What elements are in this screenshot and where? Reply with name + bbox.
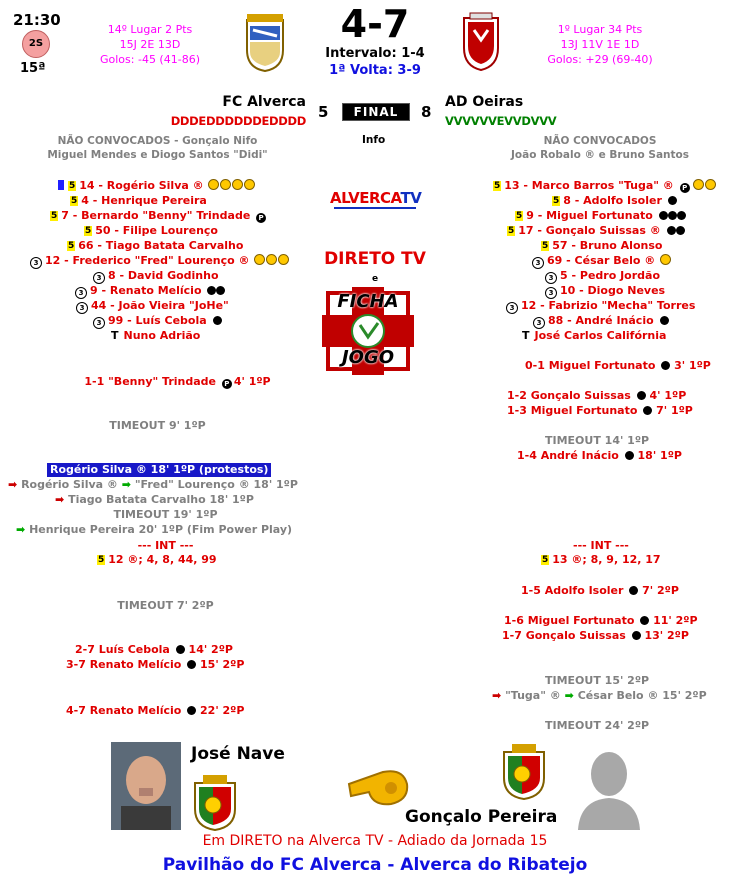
player-name: 8 - David Godinho bbox=[108, 269, 219, 282]
home-goal-event bbox=[0, 375, 365, 389]
sub-in-player: Henrique Pereira 20' 1ºP (Fim Power Play) bbox=[29, 523, 293, 536]
goal-ball-icon bbox=[207, 286, 216, 295]
yellow-card-icon bbox=[705, 179, 716, 190]
away-form: VVVVVVEVVDVVV bbox=[445, 114, 557, 128]
player-name: 99 - Luís Cebola bbox=[108, 314, 207, 327]
player-name: 13 - Marco Barros "Tuga" ® bbox=[504, 179, 674, 192]
player-name: 9 - Miguel Fortunato bbox=[526, 209, 653, 222]
sub-in-icon: ➡ bbox=[121, 478, 131, 491]
away-timeout-event: TIMEOUT 14' 1ºP bbox=[545, 434, 650, 447]
competition-badge: 2S bbox=[22, 30, 50, 58]
info-link[interactable]: Info bbox=[362, 134, 386, 146]
away-coach-row[interactable] bbox=[522, 329, 722, 343]
sub-badge: 3 bbox=[75, 287, 87, 299]
goal-text: 1-7 Gonçalo Suissas bbox=[502, 629, 626, 642]
sub-out-player: Rogério Silva ® bbox=[21, 478, 118, 491]
away-player-row[interactable] bbox=[541, 239, 721, 253]
goal-ball-icon bbox=[661, 361, 670, 370]
home-sub-event bbox=[8, 478, 298, 492]
goal-ball-icon bbox=[187, 660, 196, 669]
sub-badge: 3 bbox=[93, 317, 105, 329]
player-name: 12 - Frederico "Fred" Lourenço ® bbox=[45, 254, 250, 267]
player-name: 50 - Filipe Lourenço bbox=[95, 224, 218, 237]
goal-ball-icon bbox=[643, 406, 652, 415]
starter-badge: 5 bbox=[542, 241, 549, 251]
yellow-card-icon bbox=[278, 254, 289, 265]
away-player-row[interactable] bbox=[493, 179, 733, 193]
goal-time: 4' 1ºP bbox=[233, 375, 271, 388]
sub-in-icon: ➡ bbox=[564, 689, 574, 702]
sub-badge: 3 bbox=[532, 257, 544, 269]
starter-badge: 5 bbox=[71, 196, 78, 206]
away-player-row[interactable] bbox=[515, 209, 725, 223]
goal-text: 1-6 Miguel Fortunato bbox=[504, 614, 635, 627]
home-player-row[interactable] bbox=[84, 224, 304, 238]
and-label: e bbox=[371, 274, 379, 284]
sub-out-player: "Tuga" ® bbox=[505, 689, 561, 702]
home-timeout-event: TIMEOUT 19' 1ºP bbox=[113, 508, 218, 521]
yellow-card-icon bbox=[208, 179, 219, 190]
starter-badge: 5 bbox=[98, 555, 105, 565]
tv-logo-underline bbox=[334, 207, 416, 209]
home-team-fouls: 5 bbox=[318, 103, 329, 121]
sub-out-icon: ➡ bbox=[55, 493, 65, 506]
penalty-icon: P bbox=[680, 183, 690, 193]
match-status-badge: FINAL bbox=[342, 103, 410, 121]
blue-card-icon bbox=[58, 180, 64, 190]
away-goal-event bbox=[502, 629, 689, 643]
whistle-icon bbox=[343, 766, 413, 808]
sub-badge: 3 bbox=[76, 302, 88, 314]
away-player-row[interactable] bbox=[552, 194, 732, 208]
goal-ball-icon bbox=[187, 706, 196, 715]
home-stats-line: 14º Lugar 2 Pts bbox=[107, 23, 193, 36]
goal-time: 7' 2ºP bbox=[642, 584, 679, 597]
home-player-row[interactable] bbox=[93, 314, 313, 329]
starter-badge: 5 bbox=[516, 211, 523, 221]
referee1-association-crest-icon bbox=[191, 773, 239, 831]
away-stats-line: 13J 11V 1E 1D bbox=[560, 38, 640, 51]
goal-ball-icon bbox=[668, 196, 677, 205]
jornada-label: 15ª bbox=[20, 61, 46, 76]
sub-badge: 3 bbox=[30, 257, 42, 269]
goal-time: 15' 2ºP bbox=[200, 658, 245, 671]
player-name: 5 - Pedro Jordão bbox=[560, 269, 661, 282]
home-player-row[interactable] bbox=[75, 284, 315, 299]
away-goal-event bbox=[507, 404, 693, 418]
sub-in-icon: ➡ bbox=[16, 523, 26, 536]
referee1-photo[interactable] bbox=[111, 742, 181, 830]
referee2-association-crest-icon bbox=[500, 742, 548, 800]
yellow-card-icon bbox=[254, 254, 265, 265]
starter-badge: 5 bbox=[68, 241, 75, 251]
sub-badge: 3 bbox=[545, 272, 557, 284]
player-name: 14 - Rogério Silva ® bbox=[79, 179, 204, 192]
goal-text: 1-2 Gonçalo Suissas bbox=[507, 389, 631, 402]
home-player-row[interactable] bbox=[93, 269, 313, 284]
home-goal-event bbox=[75, 643, 233, 657]
away-player-row[interactable] bbox=[545, 269, 715, 284]
goal-text: 4-7 Renato Melício bbox=[66, 704, 182, 717]
away-player-row[interactable] bbox=[507, 224, 727, 238]
goal-text: 1-3 Miguel Fortunato bbox=[507, 404, 638, 417]
starter-badge: 5 bbox=[51, 211, 58, 221]
away-player-row[interactable] bbox=[545, 284, 715, 299]
tv-logo-text: ALVERCA bbox=[330, 189, 401, 207]
away-stats-line: 1º Lugar 34 Pts bbox=[557, 23, 643, 36]
direct-tv-label[interactable]: DIRETO TV bbox=[324, 249, 426, 269]
away-player-row[interactable] bbox=[532, 254, 722, 269]
penalty-icon: P bbox=[222, 379, 232, 389]
away-not-called-line: João Robalo ® e Bruno Santos bbox=[511, 149, 689, 161]
starter-badge: 5 bbox=[542, 555, 549, 565]
goal-ball-icon bbox=[659, 211, 668, 220]
starter-badge: 5 bbox=[69, 181, 76, 191]
home-player-row[interactable] bbox=[70, 194, 310, 208]
goal-text: 0-1 Miguel Fortunato bbox=[525, 359, 656, 372]
sub-out-icon: ➡ bbox=[8, 478, 18, 491]
home-not-called bbox=[0, 134, 315, 162]
referee2-photo[interactable] bbox=[574, 742, 644, 830]
goal-time: 22' 2ºP bbox=[200, 704, 245, 717]
player-name: 8 - Adolfo Isoler bbox=[563, 194, 662, 207]
sub-in-player: "Fred" Lourenço ® 18' 1ºP bbox=[134, 478, 298, 491]
away-not-called bbox=[475, 134, 725, 162]
referee1-avatar-icon bbox=[111, 742, 181, 830]
away-not-called-line: NÃO CONVOCADOS bbox=[543, 135, 657, 147]
home-stats-line: Golos: -45 (41-86) bbox=[100, 53, 200, 66]
away-goal-event bbox=[517, 449, 682, 463]
sub-out-icon: ➡ bbox=[492, 689, 502, 702]
player-name: 17 - Gonçalo Suissas ® bbox=[518, 224, 661, 237]
sub-badge: 3 bbox=[93, 272, 105, 284]
player-name: 69 - César Belo ® bbox=[547, 254, 656, 267]
goal-time: 4' 1ºP bbox=[649, 389, 687, 402]
goal-text: 1-4 André Inácio bbox=[517, 449, 619, 462]
ficha-jogo-logo[interactable] bbox=[322, 287, 414, 375]
home-not-called-line: Miguel Mendes e Diogo Santos "Didi" bbox=[47, 149, 268, 161]
interval-players: 13 ®; 8, 9, 12, 17 bbox=[552, 553, 661, 566]
away-goal-event bbox=[507, 389, 686, 403]
starter-badge: 5 bbox=[553, 196, 560, 206]
home-stats bbox=[80, 22, 220, 67]
goal-text: 2-7 Luís Cebola bbox=[75, 643, 170, 656]
yellow-card-icon bbox=[232, 179, 243, 190]
coach-name: José Carlos Califórnia bbox=[534, 329, 667, 342]
away-sub-event bbox=[492, 689, 707, 703]
sub-in-player: César Belo ® 15' 2ºP bbox=[577, 689, 707, 702]
goal-ball-icon bbox=[660, 316, 669, 325]
starter-badge: 5 bbox=[85, 226, 92, 236]
referee2-placeholder-avatar-icon bbox=[574, 742, 644, 830]
sub-badge: 3 bbox=[506, 302, 518, 314]
sub-badge: 3 bbox=[533, 317, 545, 329]
tv-logo-suffix: TV bbox=[400, 189, 422, 207]
home-player-row[interactable] bbox=[67, 239, 307, 253]
away-player-row[interactable] bbox=[533, 314, 723, 329]
away-interval-lineup bbox=[541, 553, 661, 567]
goal-ball-icon bbox=[629, 586, 638, 595]
score-block bbox=[300, 2, 450, 80]
home-interval-lineup bbox=[97, 553, 217, 567]
referee2-name[interactable]: Gonçalo Pereira bbox=[405, 807, 558, 827]
player-name: 7 - Bernardo "Benny" Trindade bbox=[61, 209, 251, 222]
away-timeout-event: TIMEOUT 15' 2ºP bbox=[545, 674, 650, 687]
goal-ball-icon bbox=[632, 631, 641, 640]
penalty-icon: P bbox=[256, 213, 266, 223]
home-stats-line: 15J 2E 13D bbox=[119, 38, 181, 51]
player-name: 10 - Diogo Neves bbox=[560, 284, 666, 297]
goal-ball-icon bbox=[640, 616, 649, 625]
home-sub-event bbox=[16, 523, 292, 537]
player-name: 66 - Tiago Batata Carvalho bbox=[78, 239, 244, 252]
goal-ball-icon bbox=[677, 211, 686, 220]
referee1-name[interactable]: José Nave bbox=[191, 744, 285, 764]
coach-name: Nuno Adrião bbox=[123, 329, 201, 342]
goal-time: 7' 1ºP bbox=[656, 404, 693, 417]
away-crest-icon[interactable] bbox=[460, 12, 502, 72]
goal-text: 3-7 Renato Melício bbox=[66, 658, 182, 671]
player-name: 9 - Renato Melício bbox=[90, 284, 202, 297]
away-team-name[interactable]: AD Oeiras bbox=[445, 94, 524, 110]
home-sub-event bbox=[55, 493, 254, 507]
broadcast-note: Em DIRETO na Alverca TV - Adiado da Jornada 15 bbox=[202, 833, 548, 849]
home-timeout-event: TIMEOUT 7' 2ºP bbox=[117, 599, 214, 612]
kickoff-time: 21:30 bbox=[13, 11, 61, 29]
sub-out-player: Tiago Batata Carvalho 18' 1ºP bbox=[68, 493, 254, 506]
yellow-card-icon bbox=[693, 179, 704, 190]
goal-ball-icon bbox=[637, 391, 646, 400]
player-name: 4 - Henrique Pereira bbox=[81, 194, 207, 207]
venue-label: Pavilhão do FC Alverca - Alverca do Ribatejo bbox=[162, 855, 588, 875]
yellow-card-icon bbox=[266, 254, 277, 265]
interval-players: 12 ®; 4, 8, 44, 99 bbox=[108, 553, 217, 566]
player-name: 88 - André Inácio bbox=[548, 314, 654, 327]
starter-badge: 5 bbox=[494, 181, 501, 191]
goal-ball-icon bbox=[213, 316, 222, 325]
first-leg-score: 1ª Volta: 3-9 bbox=[329, 63, 421, 78]
away-timeout-event: TIMEOUT 24' 2ºP bbox=[545, 719, 650, 732]
away-goal-event bbox=[525, 359, 711, 373]
final-score: 4-7 bbox=[340, 2, 410, 46]
home-crest-icon[interactable] bbox=[244, 12, 286, 72]
goal-time: 18' 1ºP bbox=[637, 449, 682, 462]
yellow-card-icon bbox=[220, 179, 231, 190]
blue-card-event: Rogério Silva ® 18' 1ºP (protestos) bbox=[47, 463, 271, 477]
sub-badge: 3 bbox=[545, 287, 557, 299]
goal-ball-icon bbox=[676, 226, 685, 235]
yellow-card-icon bbox=[244, 179, 255, 190]
away-stats bbox=[525, 22, 675, 67]
home-team-name[interactable]: FC Alverca bbox=[222, 94, 306, 110]
home-goal-event bbox=[66, 704, 244, 718]
away-stats-line: Golos: +29 (69-40) bbox=[547, 53, 653, 66]
home-interval-label: --- INT --- bbox=[137, 539, 194, 552]
goal-text: 1-1 "Benny" Trindade bbox=[84, 375, 216, 388]
goal-time: 14' 2ºP bbox=[188, 643, 233, 656]
away-player-row[interactable] bbox=[506, 299, 726, 314]
goal-ball-icon bbox=[216, 286, 225, 295]
home-coach-row[interactable] bbox=[111, 329, 311, 343]
home-player-row[interactable] bbox=[76, 299, 316, 314]
away-goal-event bbox=[521, 584, 679, 598]
starter-badge: 5 bbox=[508, 226, 515, 236]
home-player-row[interactable] bbox=[58, 179, 318, 193]
home-player-row[interactable] bbox=[30, 254, 320, 269]
away-team-fouls: 8 bbox=[421, 103, 432, 121]
ficha-text: FICHA bbox=[337, 291, 399, 312]
home-not-called-line: NÃO CONVOCADOS - Gonçalo Nifo bbox=[57, 135, 258, 147]
coach-icon: T bbox=[522, 329, 530, 342]
coach-icon: T bbox=[111, 329, 119, 342]
yellow-card-icon bbox=[660, 254, 671, 265]
home-timeout-event: TIMEOUT 9' 1ºP bbox=[109, 419, 206, 432]
goal-ball-icon bbox=[176, 645, 185, 654]
goal-time: 3' 1ºP bbox=[674, 359, 711, 372]
player-name: 44 - João Vieira "JoHe" bbox=[91, 299, 229, 312]
goal-ball-icon bbox=[625, 451, 634, 460]
goal-ball-icon bbox=[667, 226, 676, 235]
home-form: DDDEDDDDDDEDDDD bbox=[170, 114, 306, 128]
player-name: 12 - Fabrizio "Mecha" Torres bbox=[521, 299, 696, 312]
away-goal-event bbox=[504, 614, 698, 628]
home-goal-event bbox=[66, 658, 244, 672]
goal-text: 1-5 Adolfo Isoler bbox=[521, 584, 624, 597]
goal-time: 13' 2ºP bbox=[644, 629, 689, 642]
away-interval-label: --- INT --- bbox=[573, 539, 629, 552]
goal-time: 11' 2ºP bbox=[653, 614, 698, 627]
jogo-text: JOGO bbox=[341, 347, 395, 368]
player-name: 57 - Bruno Alonso bbox=[552, 239, 663, 252]
alverca-tv-logo[interactable] bbox=[330, 189, 420, 209]
halftime-score: Intervalo: 1-4 bbox=[325, 46, 425, 61]
home-player-row[interactable] bbox=[50, 209, 310, 223]
goal-ball-icon bbox=[668, 211, 677, 220]
